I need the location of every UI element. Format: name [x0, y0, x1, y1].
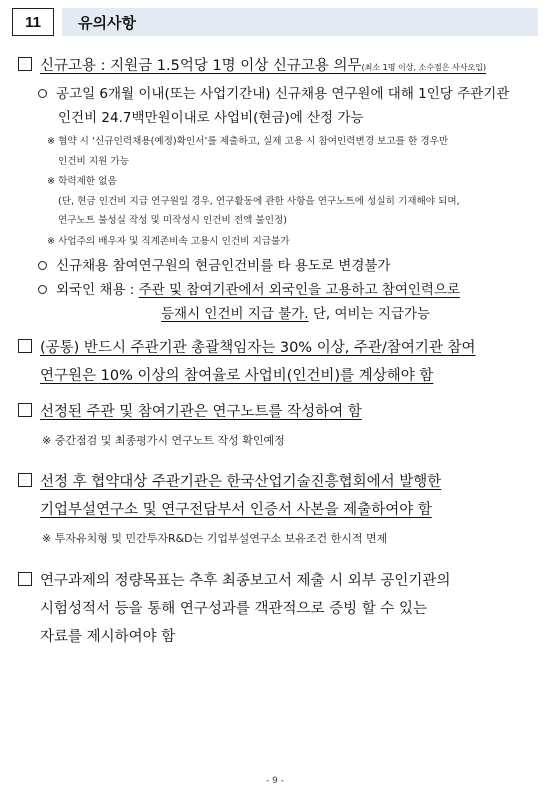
s1-note2: ※ 학력제한 없음 [47, 176, 117, 187]
s5-line1: 연구과제의 정량목표는 추후 최종보고서 제출 시 외부 공인기관의 [18, 569, 450, 590]
circle-bullet-icon [38, 261, 47, 270]
checkbox-square-icon [18, 572, 32, 586]
s1-c3-line1: 외국인 채용 : 주관 및 참여기관에서 외국인을 고용하고 참여인력으로 [38, 278, 460, 298]
s3-line1: 선정된 주관 및 참여기관은 연구노트를 작성하여 함 [18, 400, 362, 421]
s1-c1-line1: 공고일 6개월 이내(또는 사업기간내) 신규채용 연구원에 대해 1인당 주관기관 [38, 82, 509, 102]
s1-c3-line2: 등재시 인건비 지급 불가. 단, 여비는 지급가능 [161, 306, 431, 322]
s1-title: 신규고용 : 지원금 1.5억당 1명 이상 신규고용 의무 [40, 58, 362, 74]
s5-line2: 시험성적서 등을 통해 연구성과를 객관적으로 증빙 할 수 있는 [40, 601, 428, 617]
s1-c2: 신규채용 참여연구원의 현금인건비를 타 용도로 변경불가 [38, 254, 390, 274]
s1-note1-line2: 인건비 지원 가능 [58, 156, 129, 167]
s1-note4: ※ 사업주의 배우자 및 직계존비속 고용시 인건비 지급불가 [47, 236, 290, 247]
s3-note: ※ 중간점검 및 최종평가시 연구노트 작성 확인예정 [42, 434, 285, 447]
s1-c1-line2: 인건비 24.7백만원이내로 사업비(현금)에 산정 가능 [58, 110, 364, 126]
s1-note3-line1: (단, 현금 인건비 지급 연구원일 경우, 연구활동에 관한 사항을 연구노트에 성실히 기재해야 되며, [58, 196, 460, 207]
s5-line3: 자료를 제시하여야 함 [40, 629, 176, 645]
s2-line1: (공통) 반드시 주관기관 총괄책임자는 30% 이상, 주관/참여기관 참여 [18, 336, 475, 357]
circle-bullet-icon [38, 89, 47, 98]
checkbox-square-icon [18, 473, 32, 487]
section-number: 11 [12, 8, 54, 36]
section-header [12, 8, 538, 38]
checkbox-square-icon [18, 57, 32, 71]
s4-line1: 선정 후 협약대상 주관기관은 한국산업기술진흥협회에서 발행한 [18, 470, 441, 491]
checkbox-square-icon [18, 403, 32, 417]
s4-note: ※ 투자유치형 및 민간투자R&D는 기업부설연구소 보유조건 한시적 면제 [42, 532, 388, 545]
s2-line2: 연구원은 10% 이상의 참여율로 사업비(인건비)를 계상해야 함 [40, 368, 434, 384]
s1-title-note: (최소 1명 이상, 소수점은 사사오입) [361, 63, 487, 72]
section-title: 유의사항 [62, 8, 538, 36]
checkbox-square-icon [18, 339, 32, 353]
s1-note3-line2: 연구노트 불성실 작성 및 미작성시 인건비 전액 불인정) [58, 215, 287, 226]
s1-title-line [18, 54, 486, 75]
page-number: - 9 - [266, 776, 284, 786]
s4-line2: 기업부설연구소 및 연구전담부서 인증서 사본을 제출하여야 함 [40, 502, 432, 518]
circle-bullet-icon [38, 285, 47, 294]
s1-note1-line1: ※ 협약 시 ‘신규인력채용(예정)확인서’를 제출하고, 실제 고용 시 참여인력변경 보고를 한 경우만 [47, 136, 449, 147]
